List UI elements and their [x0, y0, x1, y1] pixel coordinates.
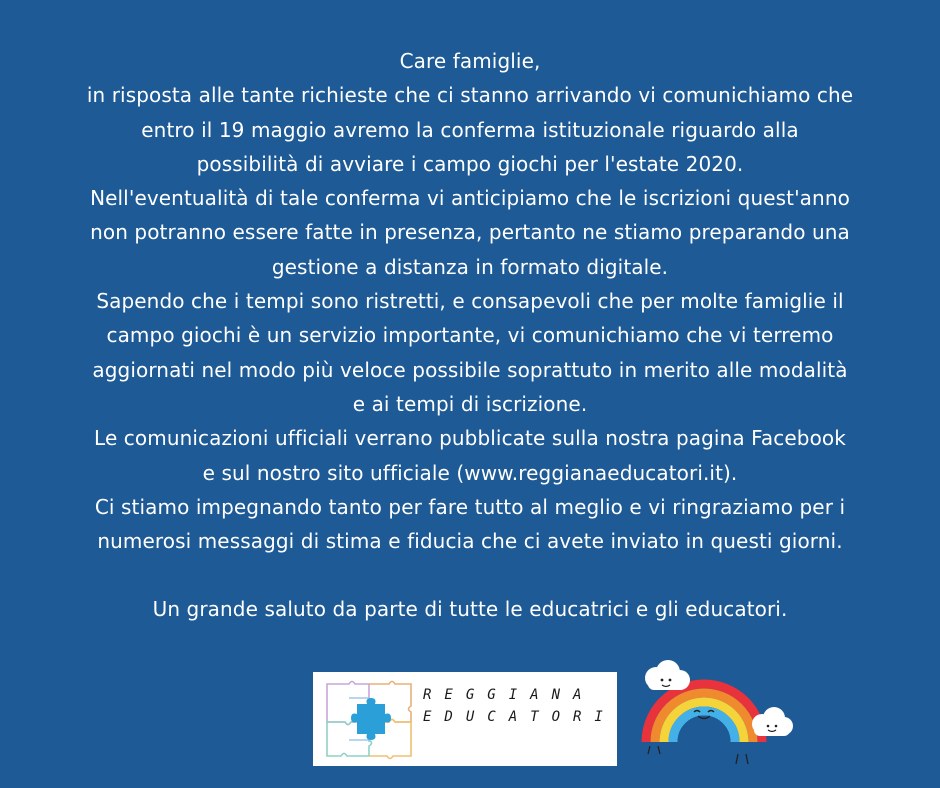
message-line: campo giochi è un servizio importante, vi comunichiamo che vi terremo — [106, 323, 834, 348]
cloud-left — [645, 660, 690, 690]
rainbow-icon — [636, 658, 796, 776]
message-line: gestione a distanza in formato digitale. — [271, 254, 669, 279]
message-line: Ci stiamo impegnando tanto per fare tutto al meglio e vi ringraziamo per i — [94, 494, 846, 519]
message-line: in risposta alle tante richieste che ci stanno arrivando vi comunichiamo che — [86, 83, 854, 108]
message-line: Le comunicazioni ufficiali verrano pubblicate sulla nostra pagina Facebook — [94, 426, 846, 451]
brand-line-1: REGGIANA — [423, 687, 595, 703]
message-line: e sul nostro sito ufficiale (www.reggianaeducatori.it). — [202, 460, 738, 485]
paragraph-spacer — [20, 558, 920, 592]
message-line: e ai tempi di iscrizione. — [352, 391, 588, 416]
message-line: Nell'eventualità di tale conferma vi anticipiamo che le iscrizioni quest'anno — [90, 186, 850, 211]
closing-line: Un grande saluto da parte di tutte le educatrici e gli educatori. — [152, 597, 788, 622]
message-line: Sapendo che i tempi sono ristretti, e consapevoli che per molte famiglie il — [96, 289, 844, 314]
message-line: possibilità di avviare i campo giochi per l'estate 2020. — [196, 151, 744, 176]
puzzle-icon — [323, 678, 415, 760]
message-line: aggiornati nel modo più veloce possibile soprattuto in merito alle modalità — [92, 357, 848, 382]
message-line: entro il 19 maggio avremo la conferma istituzionale riguardo alla — [141, 117, 799, 142]
brand-line-2: EDUCATORI — [423, 709, 616, 725]
greeting: Care famiglie, — [399, 49, 541, 73]
message-line: non potranno essere fatte in presenza, pertanto ne stiamo preparando una — [90, 220, 850, 245]
message-line: numerosi messaggi di stima e fiducia che ci avete inviato in questi giorni. — [97, 529, 843, 554]
announcement-message — [20, 44, 920, 627]
brand-name — [423, 684, 616, 728]
reggiana-educatori-logo — [313, 672, 617, 766]
